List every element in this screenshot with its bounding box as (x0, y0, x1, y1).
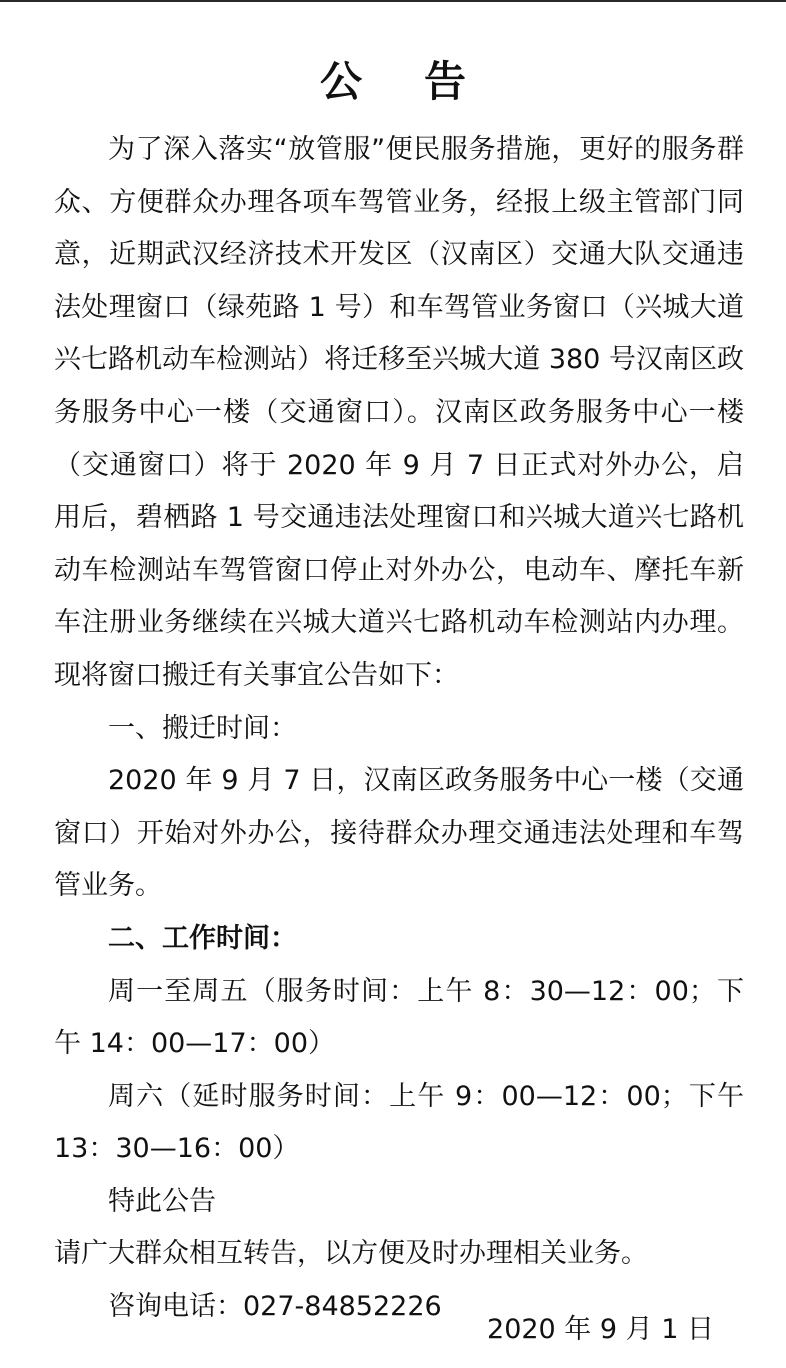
notice-title: 公告 (319, 57, 528, 106)
phone-line: 咨询电话：027-84852226 (108, 1291, 442, 1323)
intro-paragraph: 为了深入落实“放管服”便民服务措施，更好的服务群众、方便群众办理各项车驾管业务，经报上级主管部门同意，近期武汉经济技术开发区（汉南区）交通大队交通违法处理窗口（绿苑路 1 号）和车驾管业务窗口（兴城大道兴七路机动车检测站）将迁移至兴城大道 380 号汉南区政务服务中心一楼（交通窗口）。汉南区政务服务中心一楼（交通窗口）将于 2020 年 9 月 7 日正式对外办公，启用后，碧栖路 1 号交通违法处理窗口和兴城大道兴七路机动车检测站车驾管窗口停止对外办公，电动车、摩托车新车注册业务继续在兴城大道兴七路机动车检测站内办理。现将窗口搬迁有关事宜公告如下： (54, 134, 744, 691)
weekday-hours: 周一至周五（服务时间：上午 8：30—12：00；下午 14：00—17：00） (54, 975, 744, 1060)
notice-date: 2020 年 9 月 1 日 (487, 1314, 714, 1345)
top-divider (0, 0, 786, 2)
saturday-hours: 周六（延时服务时间：上午 9：00—12：00；下午 13：30—16：00） (54, 1080, 744, 1165)
request-line: 请广大群众相互转告，以方便及时办理相关业务。 (54, 1238, 648, 1270)
notice-body (54, 124, 744, 1334)
closing-line: 特此公告 (108, 1185, 216, 1217)
section1-heading: 一、搬迁时间： (108, 712, 297, 744)
section2-heading: 二、工作时间： (108, 922, 297, 954)
section1-text: 2020 年 9 月 7 日，汉南区政务服务中心一楼（交通窗口）开始对外办公，接待群众办理交通违法处理和车驾管业务。 (54, 765, 744, 902)
